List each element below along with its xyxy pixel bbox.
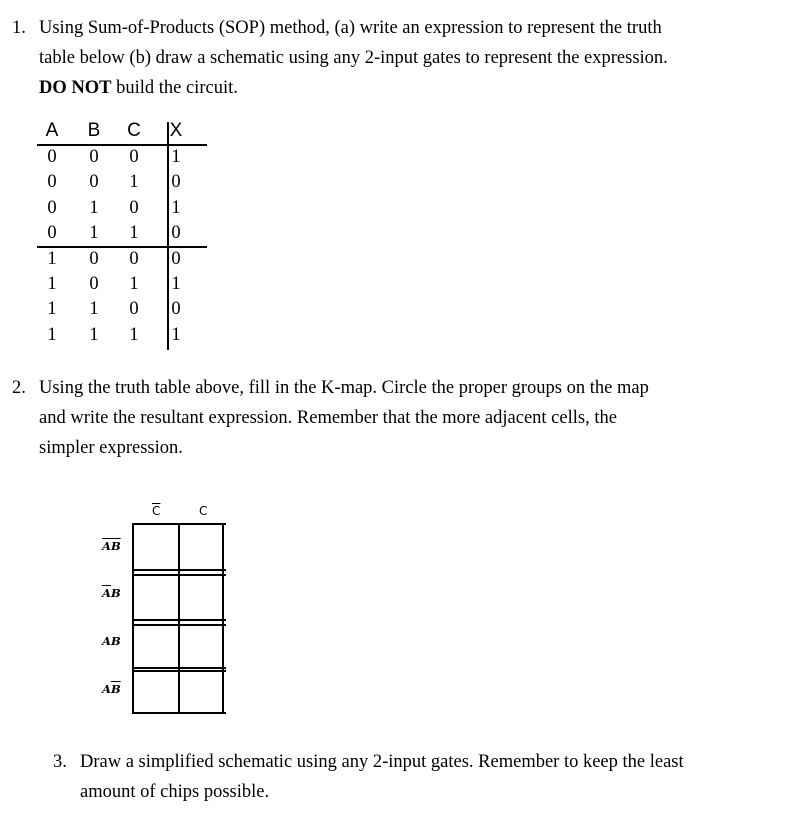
truth-table-cell: 0 — [129, 299, 139, 320]
kmap-divider — [134, 619, 226, 621]
truth-table-cell: 1 — [129, 324, 139, 345]
kmap-divider — [134, 569, 226, 571]
truth-table-cell: 0 — [171, 223, 181, 244]
kmap-divider — [134, 712, 226, 714]
k-map — [90, 500, 240, 720]
truth-table-cell: 0 — [47, 147, 57, 167]
question-text-line: Using the truth table above, fill in the K-map. Circle the proper groups on the map — [39, 378, 649, 398]
truth-table-cell: 1 — [47, 299, 57, 320]
question-text-line: and write the resultant expression. Remember that the more adjacent cells, the — [39, 408, 617, 428]
truth-table-cell: 1 — [171, 147, 181, 167]
kmap-row-var: $\overline{A}$ — [102, 539, 111, 553]
question-text-line: simpler expression. — [39, 438, 183, 458]
question-text-line: Using Sum-of-Products (SOP) method, (a) write an expression to represent the truth — [39, 18, 662, 38]
question-number: 3. — [53, 752, 67, 772]
truth-table-cell: 1 — [171, 324, 181, 345]
kmap-divider — [134, 667, 226, 669]
truth-table-cell: 1 — [89, 223, 99, 244]
kmap-row-label — [102, 586, 121, 600]
truth-table-cell: 1 — [89, 299, 99, 320]
kmap-row-label — [102, 539, 121, 553]
truth-table-cell: 1 — [47, 248, 57, 269]
truth-table-cell: 0 — [47, 223, 57, 244]
truth-table-cell: 0 — [89, 172, 99, 193]
kmap-row-var: $\overline{B}$ — [110, 682, 121, 696]
truth-table-cell: 1 — [89, 324, 99, 345]
truth-table-header: B — [87, 120, 101, 141]
truth-table-header: A — [45, 120, 59, 141]
kmap-row-label — [102, 682, 121, 696]
truth-table-cell: 0 — [171, 172, 181, 193]
truth-table-cell: 1 — [89, 197, 99, 218]
truth-table-cell: 0 — [89, 248, 99, 269]
truth-table-cell: 0 — [129, 197, 139, 218]
kmap-row-var: $\overline{B}$ — [110, 539, 121, 553]
kmap-row-var: A — [102, 634, 111, 648]
truth-table-cell: 0 — [89, 274, 99, 294]
truth-table-rule — [37, 144, 207, 146]
truth-table-rule — [167, 122, 169, 350]
kmap-divider — [134, 670, 226, 672]
truth-table-cell: 0 — [171, 248, 181, 269]
kmap-divider — [134, 574, 226, 576]
truth-table-cell: 0 — [47, 172, 57, 193]
kmap-divider — [134, 624, 226, 626]
truth-table-header: X — [169, 120, 183, 141]
truth-table-cell: 1 — [129, 274, 139, 294]
question-text-line: amount of chips possible. — [80, 782, 270, 802]
kmap-row-var: B — [110, 634, 121, 648]
kmap-col-label-text: C — [199, 504, 208, 518]
question-text-line: Draw a simplified schematic using any 2-input gates. Remember to keep the least — [80, 752, 684, 772]
kmap-col-label — [199, 504, 207, 518]
kmap-row-var: B — [110, 586, 121, 600]
kmap-row-label — [102, 634, 121, 648]
truth-table-cell: 1 — [129, 223, 139, 244]
emphasis-text: DO NOT — [39, 78, 112, 98]
truth-table-cell: 0 — [47, 197, 57, 218]
kmap-row-var: $\overline{A}$ — [102, 586, 111, 600]
question-text-line — [39, 73, 668, 103]
truth-table-cell: 1 — [171, 274, 181, 294]
truth-table-cell: 1 — [171, 197, 181, 218]
truth-table-cell: 1 — [129, 172, 139, 193]
truth-table-header: C — [127, 120, 141, 141]
truth-table-cell: 0 — [129, 248, 139, 269]
kmap-row-var: A — [102, 682, 111, 696]
truth-table-cell: 0 — [89, 147, 99, 167]
kmap-grid — [132, 523, 226, 714]
question-text-rest: build the circuit. — [111, 78, 238, 98]
truth-table-cell: 0 — [171, 299, 181, 320]
kmap-col-label-text: $\overline{C}$ — [152, 504, 161, 518]
question-number: 1. — [12, 18, 26, 38]
truth-table-cell: 1 — [47, 274, 57, 294]
truth-table-cell: 0 — [129, 147, 139, 167]
question-text-line: table below (b) draw a schematic using any 2-input gates to represent the expression. — [39, 48, 668, 68]
truth-table-cell: 1 — [47, 324, 57, 345]
truth-table-rule — [37, 246, 207, 248]
truth-table — [37, 118, 207, 352]
question-number: 2. — [12, 378, 26, 398]
kmap-col-label — [152, 504, 160, 518]
